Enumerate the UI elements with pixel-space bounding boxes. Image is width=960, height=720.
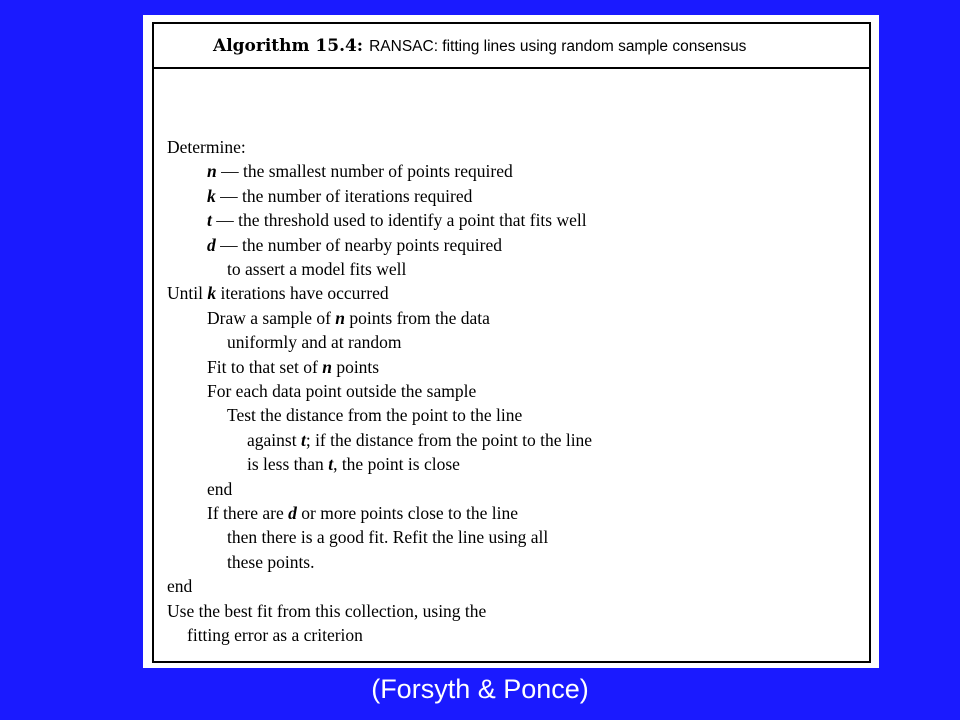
variable-symbol: k bbox=[207, 283, 217, 304]
line-text: — the threshold used to identify a point that fits well bbox=[211, 210, 587, 231]
variable-symbol: k bbox=[207, 185, 216, 206]
variable-symbol: d bbox=[207, 234, 216, 255]
variable-symbol: n bbox=[207, 161, 217, 182]
algorithm-header bbox=[154, 24, 869, 69]
line-text: Test the distance from the point to the line bbox=[227, 405, 523, 426]
algorithm-box bbox=[152, 22, 871, 663]
algorithm-line bbox=[227, 527, 548, 547]
variable-symbol: t bbox=[328, 454, 334, 475]
variable-symbol: d bbox=[288, 503, 297, 523]
line-text: — the number of iterations required bbox=[215, 185, 473, 206]
algorithm-title-text: RANSAC: fitting lines using random sample consensus bbox=[369, 38, 747, 55]
variable-symbol: n bbox=[322, 356, 332, 377]
citation-caption: (Forsyth & Ponce) bbox=[371, 674, 589, 704]
algorithm-line bbox=[207, 357, 379, 377]
line-text: ; if the distance from the point to the line bbox=[305, 429, 593, 450]
algorithm-line bbox=[207, 308, 490, 328]
algorithm-line bbox=[207, 479, 232, 499]
line-text: to assert a model fits well bbox=[227, 259, 407, 279]
algorithm-line bbox=[167, 137, 246, 157]
algorithm-line bbox=[187, 625, 363, 645]
algorithm-line bbox=[207, 235, 502, 255]
line-text: or more points close to the line bbox=[296, 503, 519, 523]
line-text: — the smallest number of points required bbox=[216, 161, 513, 182]
variable-symbol: t bbox=[300, 429, 306, 450]
line-text: For each data point outside the sample bbox=[207, 381, 477, 401]
line-text: Determine: bbox=[167, 137, 246, 157]
line-text: iterations have occurred bbox=[216, 283, 389, 304]
variable-symbol: n bbox=[335, 307, 346, 328]
algorithm-line bbox=[207, 381, 476, 401]
algorithm-figure bbox=[143, 15, 879, 668]
algorithm-line bbox=[167, 576, 192, 596]
algorithm-line bbox=[167, 283, 389, 303]
algorithm-line bbox=[247, 454, 460, 474]
algorithm-line bbox=[247, 430, 592, 450]
algorithm-line bbox=[207, 186, 472, 206]
line-text: uniformly and at random bbox=[227, 332, 402, 353]
variable-symbol: t bbox=[207, 210, 212, 231]
algorithm-line bbox=[207, 210, 587, 230]
line-text: end bbox=[167, 576, 193, 597]
algorithm-line bbox=[227, 259, 406, 279]
line-text: points bbox=[331, 356, 380, 377]
algorithm-line bbox=[207, 161, 513, 181]
line-text: — the number of nearby points required bbox=[215, 234, 502, 255]
line-text: , the point is close bbox=[333, 454, 460, 475]
algorithm-line bbox=[227, 552, 315, 572]
algorithm-line bbox=[167, 601, 486, 621]
algorithm-title bbox=[213, 36, 746, 56]
line-text: these points. bbox=[227, 551, 315, 572]
algorithm-line bbox=[207, 503, 518, 523]
line-text: If there are bbox=[207, 503, 289, 523]
line-text: Fit to that set of bbox=[207, 356, 323, 377]
line-text: against bbox=[247, 429, 301, 450]
line-text: Use the best fit from this collection, using the bbox=[167, 600, 487, 621]
algorithm-number: Algorithm 15.4: bbox=[213, 36, 364, 56]
line-text: Draw a sample of bbox=[207, 307, 336, 328]
line-text: points from the data bbox=[345, 307, 490, 328]
algorithm-line bbox=[227, 405, 522, 425]
line-text: end bbox=[207, 478, 233, 499]
line-text: Until bbox=[167, 283, 208, 304]
line-text: is less than bbox=[247, 454, 329, 475]
line-text: then there is a good fit. Refit the line using all bbox=[227, 527, 549, 548]
algorithm-line bbox=[227, 332, 401, 352]
line-text: fitting error as a criterion bbox=[187, 625, 363, 645]
